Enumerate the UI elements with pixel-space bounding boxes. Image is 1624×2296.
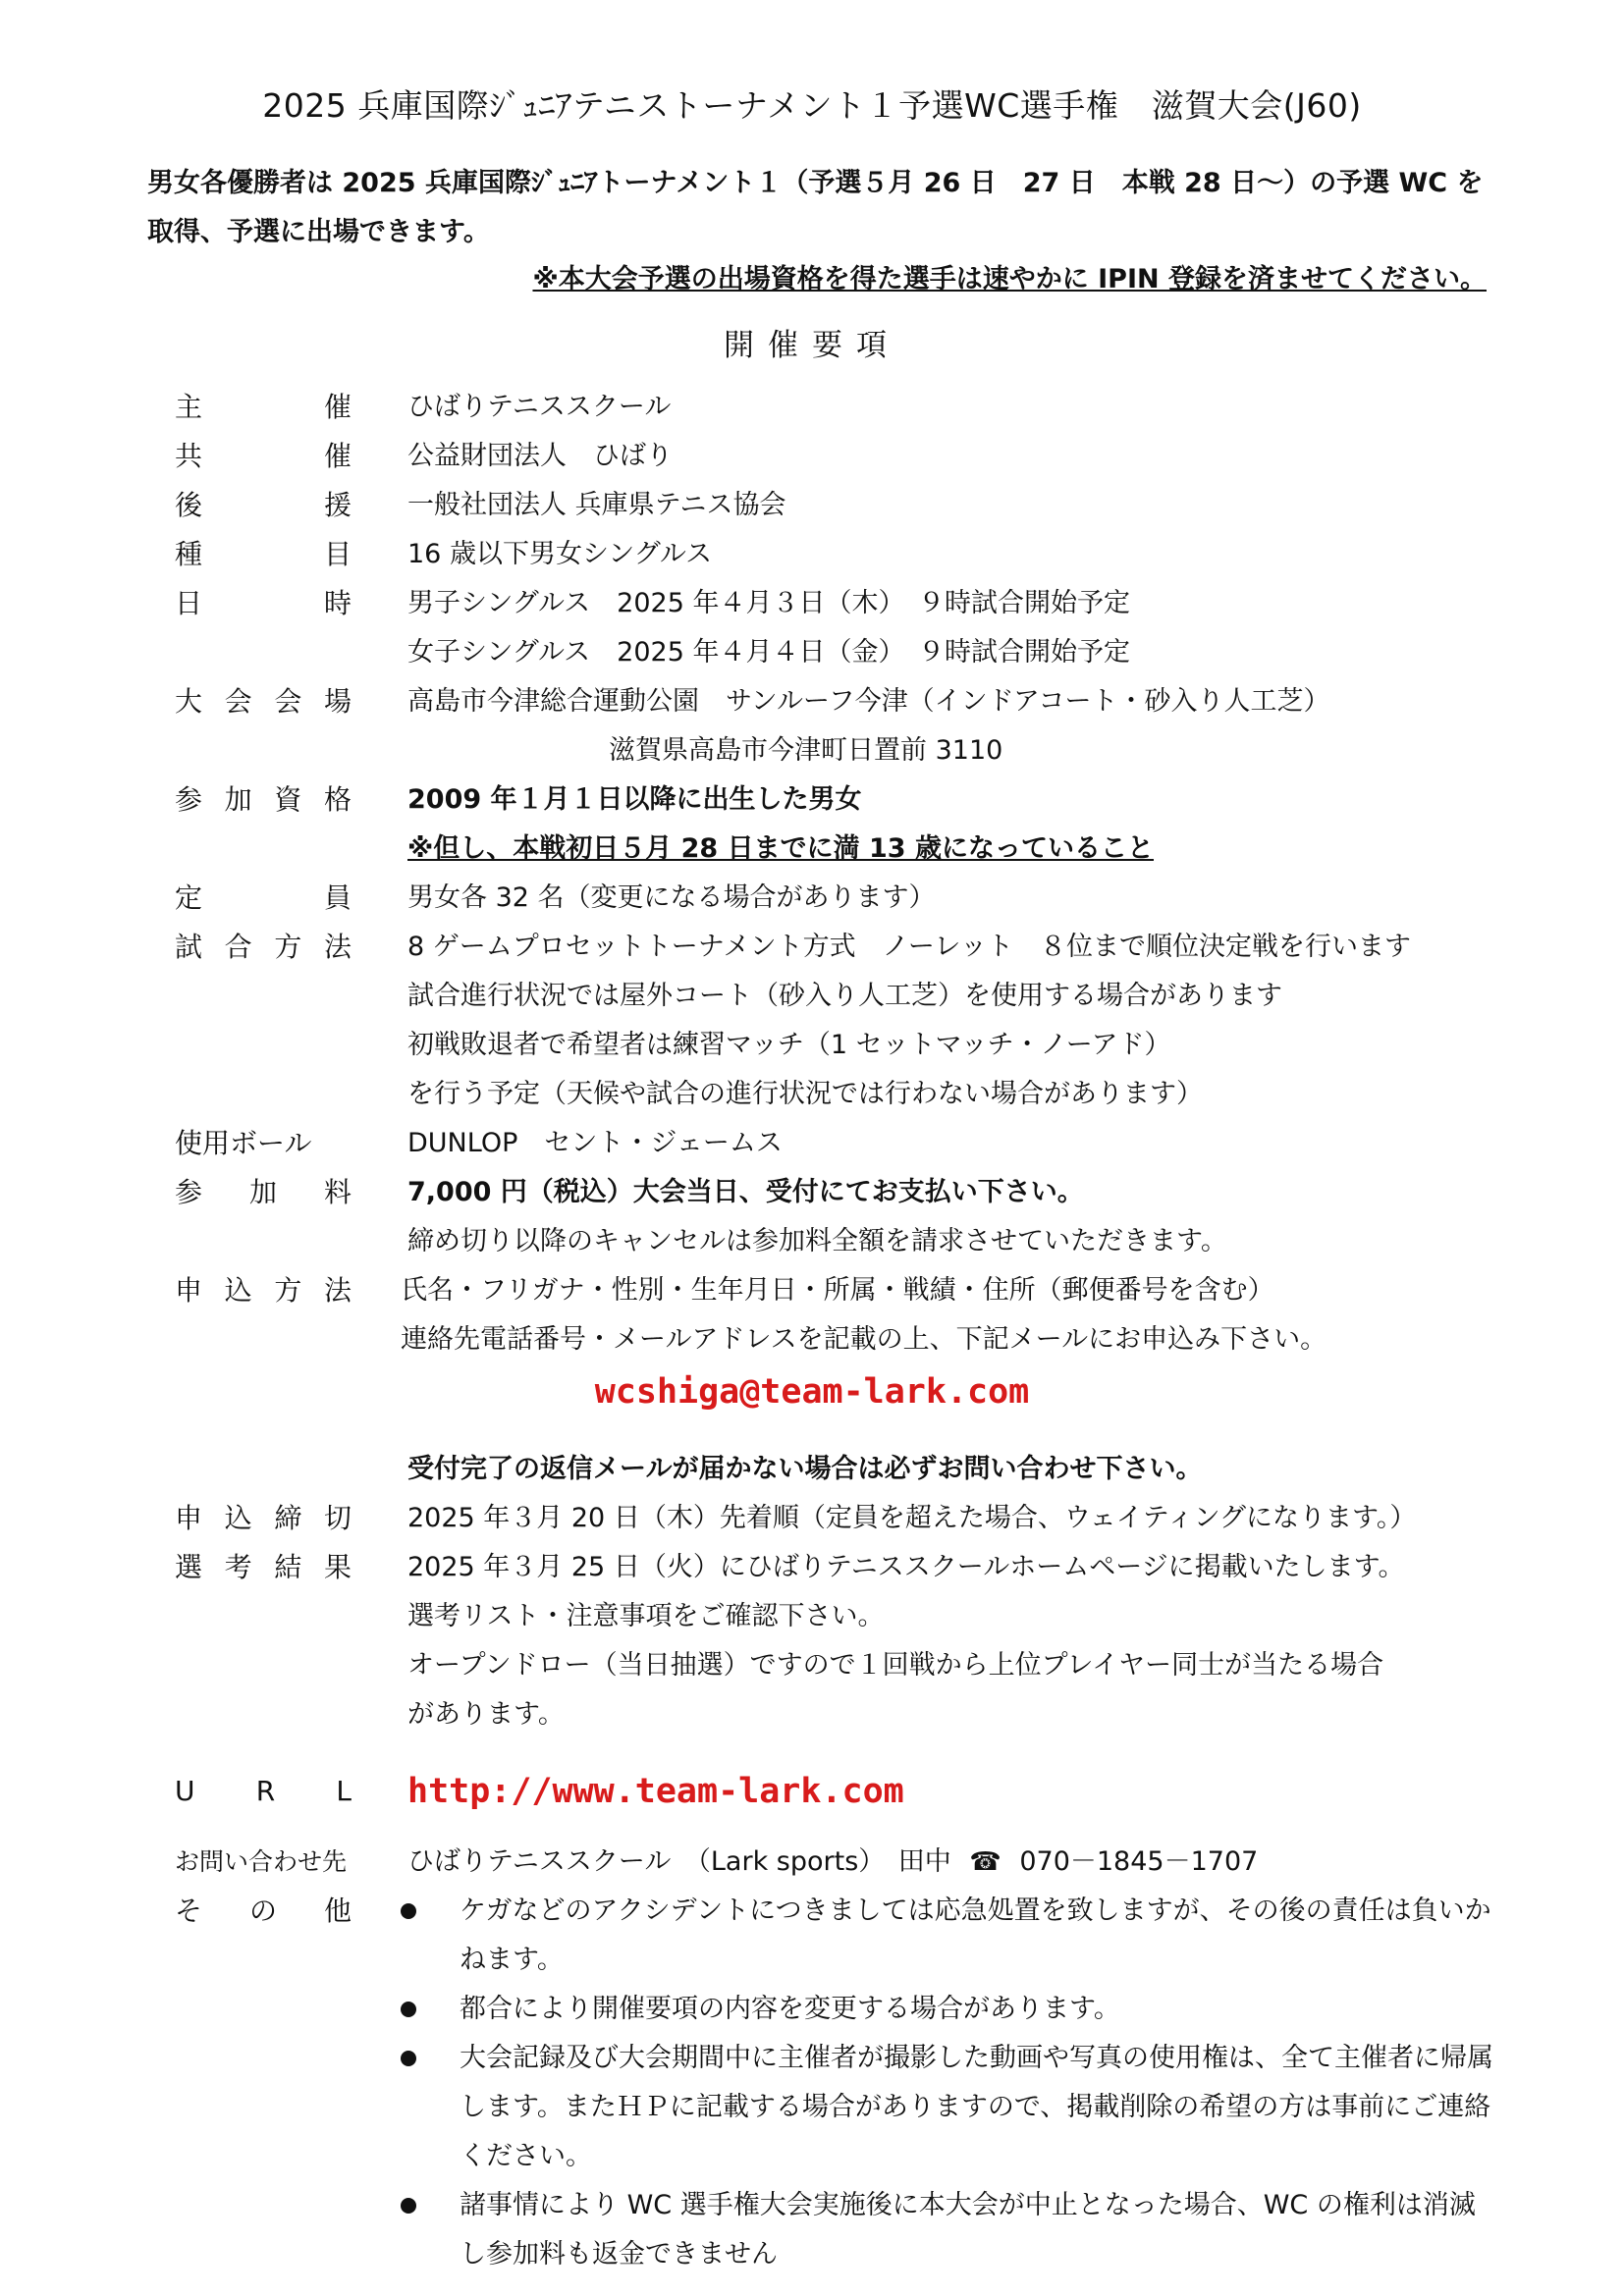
other-note-4: 諸事情により WC 選手権大会実施後に本大会が中止となった場合、WC の権利は消滅し参加料も返金できません [460,2190,1476,2269]
list-item [401,2034,1500,2181]
label-contact: お問い合わせ先 [175,1847,348,1876]
value-format-2: 試合進行状況では屋外コート（砂入り人工芝）を使用する場合があります [407,981,1282,1011]
other-note-3: 大会記録及び大会期間中に主催者が撮影した動画や写真の使用権は、全て主催者に帰属します。またＨＰに記載する場合がありますので、掲載削除の希望の方は事前にご連絡ください。 [460,2043,1493,2171]
application-email-link[interactable]: wcshiga@team-lark.com [594,1372,1030,1412]
value-result-4: があります。 [407,1699,565,1730]
row-venue-address [0,726,1624,775]
intro-paragraph [147,159,1492,257]
other-note-1: ケガなどのアクシデントにつきましては応急処置を致しますが、その後の責任は負いかねます。 [460,1896,1491,1975]
contact-name: ひばりテニススクール （Lark sports） 田中 [407,1846,951,1877]
label-support: 後 援 [175,489,352,521]
row-apply [0,1266,1624,1315]
row-venue [0,677,1624,726]
row-capacity [0,874,1624,923]
value-venue-address: 滋賀県高島市今津町日置前 3110 [609,735,1003,766]
row-result-2 [0,1592,1624,1641]
value-co-organizer: 公益財団法人 ひばり [407,441,673,471]
other-note-2: 都合により開催要項の内容を変更する場合があります。 [460,1994,1120,2024]
value-venue: 高島市今津総合運動公園 サンルーフ今津（インドアコート・砂入り人工芝） [407,686,1330,717]
row-event [0,530,1624,579]
row-organizer [0,383,1624,432]
label-format: 試 合 方 法 [175,931,352,963]
value-result-2: 選考リスト・注意事項をご確認下さい。 [407,1601,885,1631]
row-format-3 [0,1021,1624,1070]
row-apply-2 [0,1315,1624,1364]
value-result-3: オープンドロー（当日抽選）ですので１回戦から上位プレイヤー同士が当たる場合 [407,1650,1384,1681]
ipin-notice: ※本大会予選の出場資格を得た選手は速やかに IPIN 登録を済ませてください。 [532,264,1487,294]
contact-phone[interactable]: 070－1845－1707 [1019,1846,1259,1877]
label-other: そ の 他 [175,1895,352,1927]
list-item [401,1985,1500,2034]
label-result: 選 考 結 果 [175,1551,352,1583]
row-datetime [0,579,1624,628]
value-eligibility-note: ※但し、本戦初日５月 28 日までに満 13 歳になっていること [407,833,1154,864]
value-eligibility: 2009 年１月１日以降に出生した男女 [407,784,862,815]
value-result-1: 2025 年３月 25 日（火）にひばりテニススクールホームページに掲載いたします。 [407,1552,1405,1582]
label-ball: 使用ボール [175,1127,312,1159]
intro-line-2: 取得、予選に出場できます。 [147,217,490,247]
label-venue: 大 会 会 場 [175,685,352,718]
label-capacity: 定 員 [175,881,352,914]
value-support: 一般社団法人 兵庫県テニス協会 [407,490,786,520]
row-fee-2 [0,1217,1624,1266]
row-format-4 [0,1070,1624,1119]
label-fee: 参 加 料 [175,1176,352,1208]
list-item [401,1887,1500,1985]
section-heading: 開催要項 [724,328,900,363]
row-url [0,1767,1624,1816]
value-contact [407,1838,1497,1887]
row-deadline [0,1494,1624,1543]
value-fee: 7,000 円（税込）大会当日、受付にてお支払い下さい。 [407,1177,1084,1207]
row-eligibility [0,775,1624,825]
label-organizer: 主 催 [175,391,352,423]
label-event: 種 目 [175,538,352,570]
label-datetime: 日 時 [175,587,352,619]
bullet-icon [401,2198,416,2214]
row-reply-notice [0,1445,1624,1494]
value-reply-notice: 受付完了の返信メールが届かない場合は必ずお問い合わせ下さい。 [407,1454,1203,1484]
row-eligibility-note [0,825,1624,874]
row-datetime-2 [0,628,1624,677]
bullet-icon [401,2051,416,2066]
value-deadline: 2025 年３月 20 日（木）先着順（定員を超えた場合、ウェイティングになります。） [407,1503,1417,1533]
row-format-2 [0,972,1624,1021]
row-ball [0,1119,1624,1168]
row-contact [0,1838,1624,1887]
value-fee-cancel: 締め切り以降のキャンセルは参加料全額を請求させていただきます。 [407,1226,1227,1256]
value-event: 16 歳以下男女シングルス [407,539,713,569]
website-link[interactable]: http://www.team-lark.com [407,1772,904,1811]
value-datetime-women: 女子シングルス 2025 年４月４日（金） ９時試合開始予定 [407,637,1130,667]
value-ball: DUNLOP セント・ジェームス [407,1128,783,1158]
value-apply-2: 連絡先電話番号・メールアドレスを記載の上、下記メールにお申込み下さい。 [401,1324,1327,1355]
value-organizer: ひばりテニススクール [407,392,672,422]
label-eligibility: 参 加 資 格 [175,783,352,816]
intro-line-1: 男女各優勝者は 2025 兵庫国際ｼﾞｭﾆｱトーナメント１（予選５月 26 日 27 日 本戦 28 日～）の予選 WC を [147,168,1484,198]
label-deadline: 申 込 締 切 [175,1502,352,1534]
value-apply-1: 氏名・フリガナ・性別・生年月日・所属・戦績・住所（郵便番号を含む） [401,1275,1274,1306]
label-co-organizer: 共 催 [175,440,352,472]
row-support [0,481,1624,530]
row-fee [0,1168,1624,1217]
label-apply: 申 込 方 法 [175,1274,352,1307]
row-result [0,1543,1624,1592]
bullet-icon [401,2002,416,2017]
document-title: 2025 兵庫国際ｼﾞｭﾆｱテニストーナメント１予選WC選手権 滋賀大会(J60) [262,86,1362,125]
row-co-organizer [0,432,1624,481]
row-format [0,923,1624,972]
value-format-3: 初戦敗退者で希望者は練習マッチ（1 セットマッチ・ノーアド） [407,1030,1171,1060]
bullet-icon [401,1903,416,1919]
row-result-4 [0,1690,1624,1739]
value-format-1: 8 ゲームプロセットトーナメント方式 ノーレット ８位まで順位決定戦を行います [407,932,1412,962]
phone-icon: ☎ [969,1847,1001,1877]
value-datetime-men: 男子シングルス 2025 年４月３日（木） ９時試合開始予定 [407,588,1130,618]
value-format-4: を行う予定（天候や試合の進行状況では行わない場合があります） [407,1079,1203,1109]
label-url: U R L [175,1775,352,1807]
value-capacity: 男女各 32 名（変更になる場合があります） [407,882,936,913]
list-item [401,2181,1500,2279]
row-result-3 [0,1641,1624,1690]
